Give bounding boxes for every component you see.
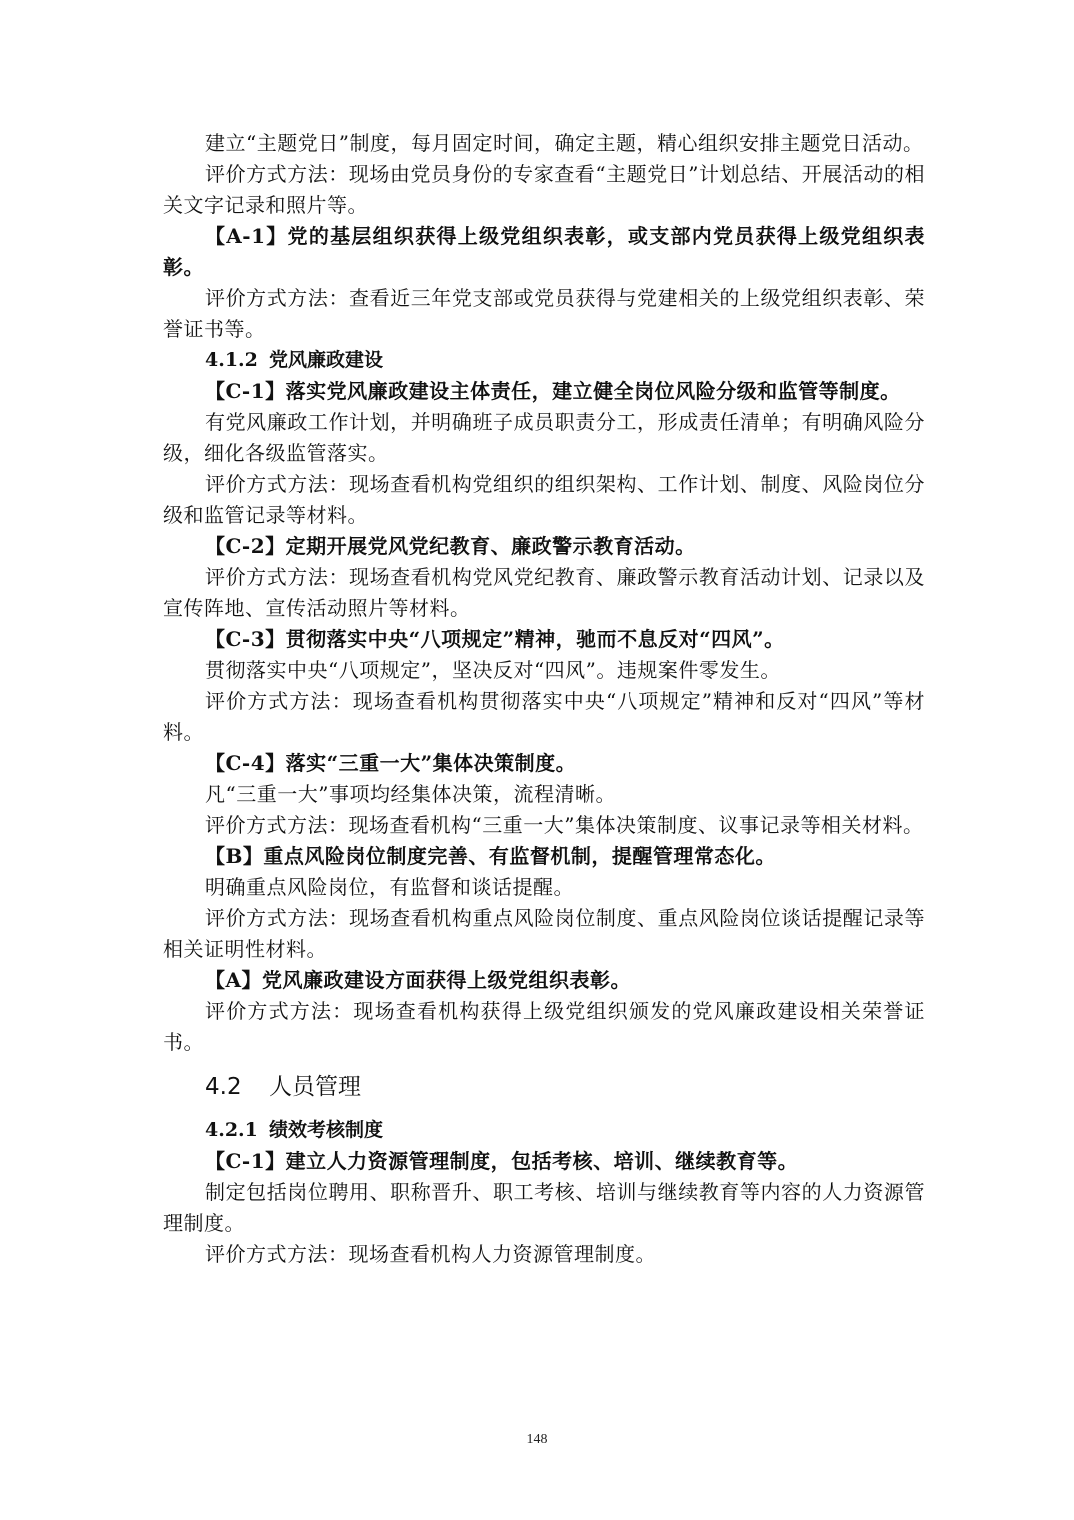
criterion-c1: 【C-1】落实党风廉政建设主体责任，建立健全岗位风险分级和监管等制度。 xyxy=(205,379,901,403)
document-page xyxy=(163,128,925,1270)
evaluation-method: 评价方式方法：现场查看机构重点风险岗位制度、重点风险岗位谈话提醒记录等相关证明性材料。 xyxy=(163,906,925,961)
evaluation-method: 评价方式方法：现场查看机构获得上级党组织颁发的党风廉政建设相关荣誉证书。 xyxy=(163,999,925,1054)
paragraph: 凡“三重一大”事项均经集体决策，流程清晰。 xyxy=(205,782,616,806)
criterion-c3: 【C-3】贯彻落实中央“八项规定”精神，驰而不息反对“四风”。 xyxy=(205,627,785,651)
subsection-heading-4-1-2 xyxy=(163,345,925,376)
criterion-c1: 【C-1】建立人力资源管理制度，包括考核、培训、继续教育等。 xyxy=(205,1149,799,1173)
evaluation-method: 评价方式方法：现场查看机构贯彻落实中央“八项规定”精神和反对“四风”等材料。 xyxy=(163,689,925,744)
evaluation-method: 评价方式方法：现场查看机构党组织的组织架构、工作计划、制度、风险岗位分级和监管记录等材料。 xyxy=(163,472,925,527)
heading-number: 4.2 xyxy=(205,1074,242,1100)
criterion-c2: 【C-2】定期开展党风党纪教育、廉政警示教育活动。 xyxy=(205,534,696,558)
evaluation-method: 评价方式方法：查看近三年党支部或党员获得与党建相关的上级党组织表彰、荣誉证书等。 xyxy=(163,286,925,341)
paragraph: 建立“主题党日”制度，每月固定时间，确定主题，精心组织安排主题党日活动。 xyxy=(205,131,924,155)
paragraph: 制定包括岗位聘用、职称晋升、职工考核、培训与继续教育等内容的人力资源管理制度。 xyxy=(163,1180,925,1235)
heading-number: 4.1.2 xyxy=(205,349,258,371)
criterion-a: 【A】党风廉政建设方面获得上级党组织表彰。 xyxy=(205,968,632,992)
heading-title: 党风廉政建设 xyxy=(269,349,384,371)
section-heading-4-2 xyxy=(163,1072,925,1103)
criterion-c4: 【C-4】落实“三重一大”集体决策制度。 xyxy=(205,751,577,775)
evaluation-method: 评价方式方法：现场查看机构党风党纪教育、廉政警示教育活动计划、记录以及宣传阵地、宣传活动照片等材料。 xyxy=(163,565,925,620)
subsection-heading-4-2-1 xyxy=(163,1115,925,1146)
evaluation-method: 评价方式方法：现场查看机构“三重一大”集体决策制度、议事记录等相关材料。 xyxy=(205,813,924,837)
evaluation-method: 评价方式方法：现场查看机构人力资源管理制度。 xyxy=(205,1242,656,1266)
paragraph: 明确重点风险岗位，有监督和谈话提醒。 xyxy=(205,875,574,899)
criterion-b: 【B】重点风险岗位制度完善、有监督机制，提醒管理常态化。 xyxy=(205,844,776,868)
heading-title: 绩效考核制度 xyxy=(269,1119,384,1141)
page-number: 148 xyxy=(526,1432,548,1447)
evaluation-method: 评价方式方法：现场由党员身份的专家查看“主题党日”计划总结、开展活动的相关文字记录和照片等。 xyxy=(163,162,925,217)
paragraph: 贯彻落实中央“八项规定”，坚决反对“四风”。违规案件零发生。 xyxy=(205,658,781,682)
criterion-a1: 【A-1】党的基层组织获得上级党组织表彰，或支部内党员获得上级党组织表彰。 xyxy=(163,224,925,279)
heading-number: 4.2.1 xyxy=(205,1119,258,1141)
paragraph: 有党风廉政工作计划，并明确班子成员职责分工，形成责任清单；有明确风险分级，细化各级监管落实。 xyxy=(163,410,925,465)
heading-title: 人员管理 xyxy=(269,1074,361,1100)
